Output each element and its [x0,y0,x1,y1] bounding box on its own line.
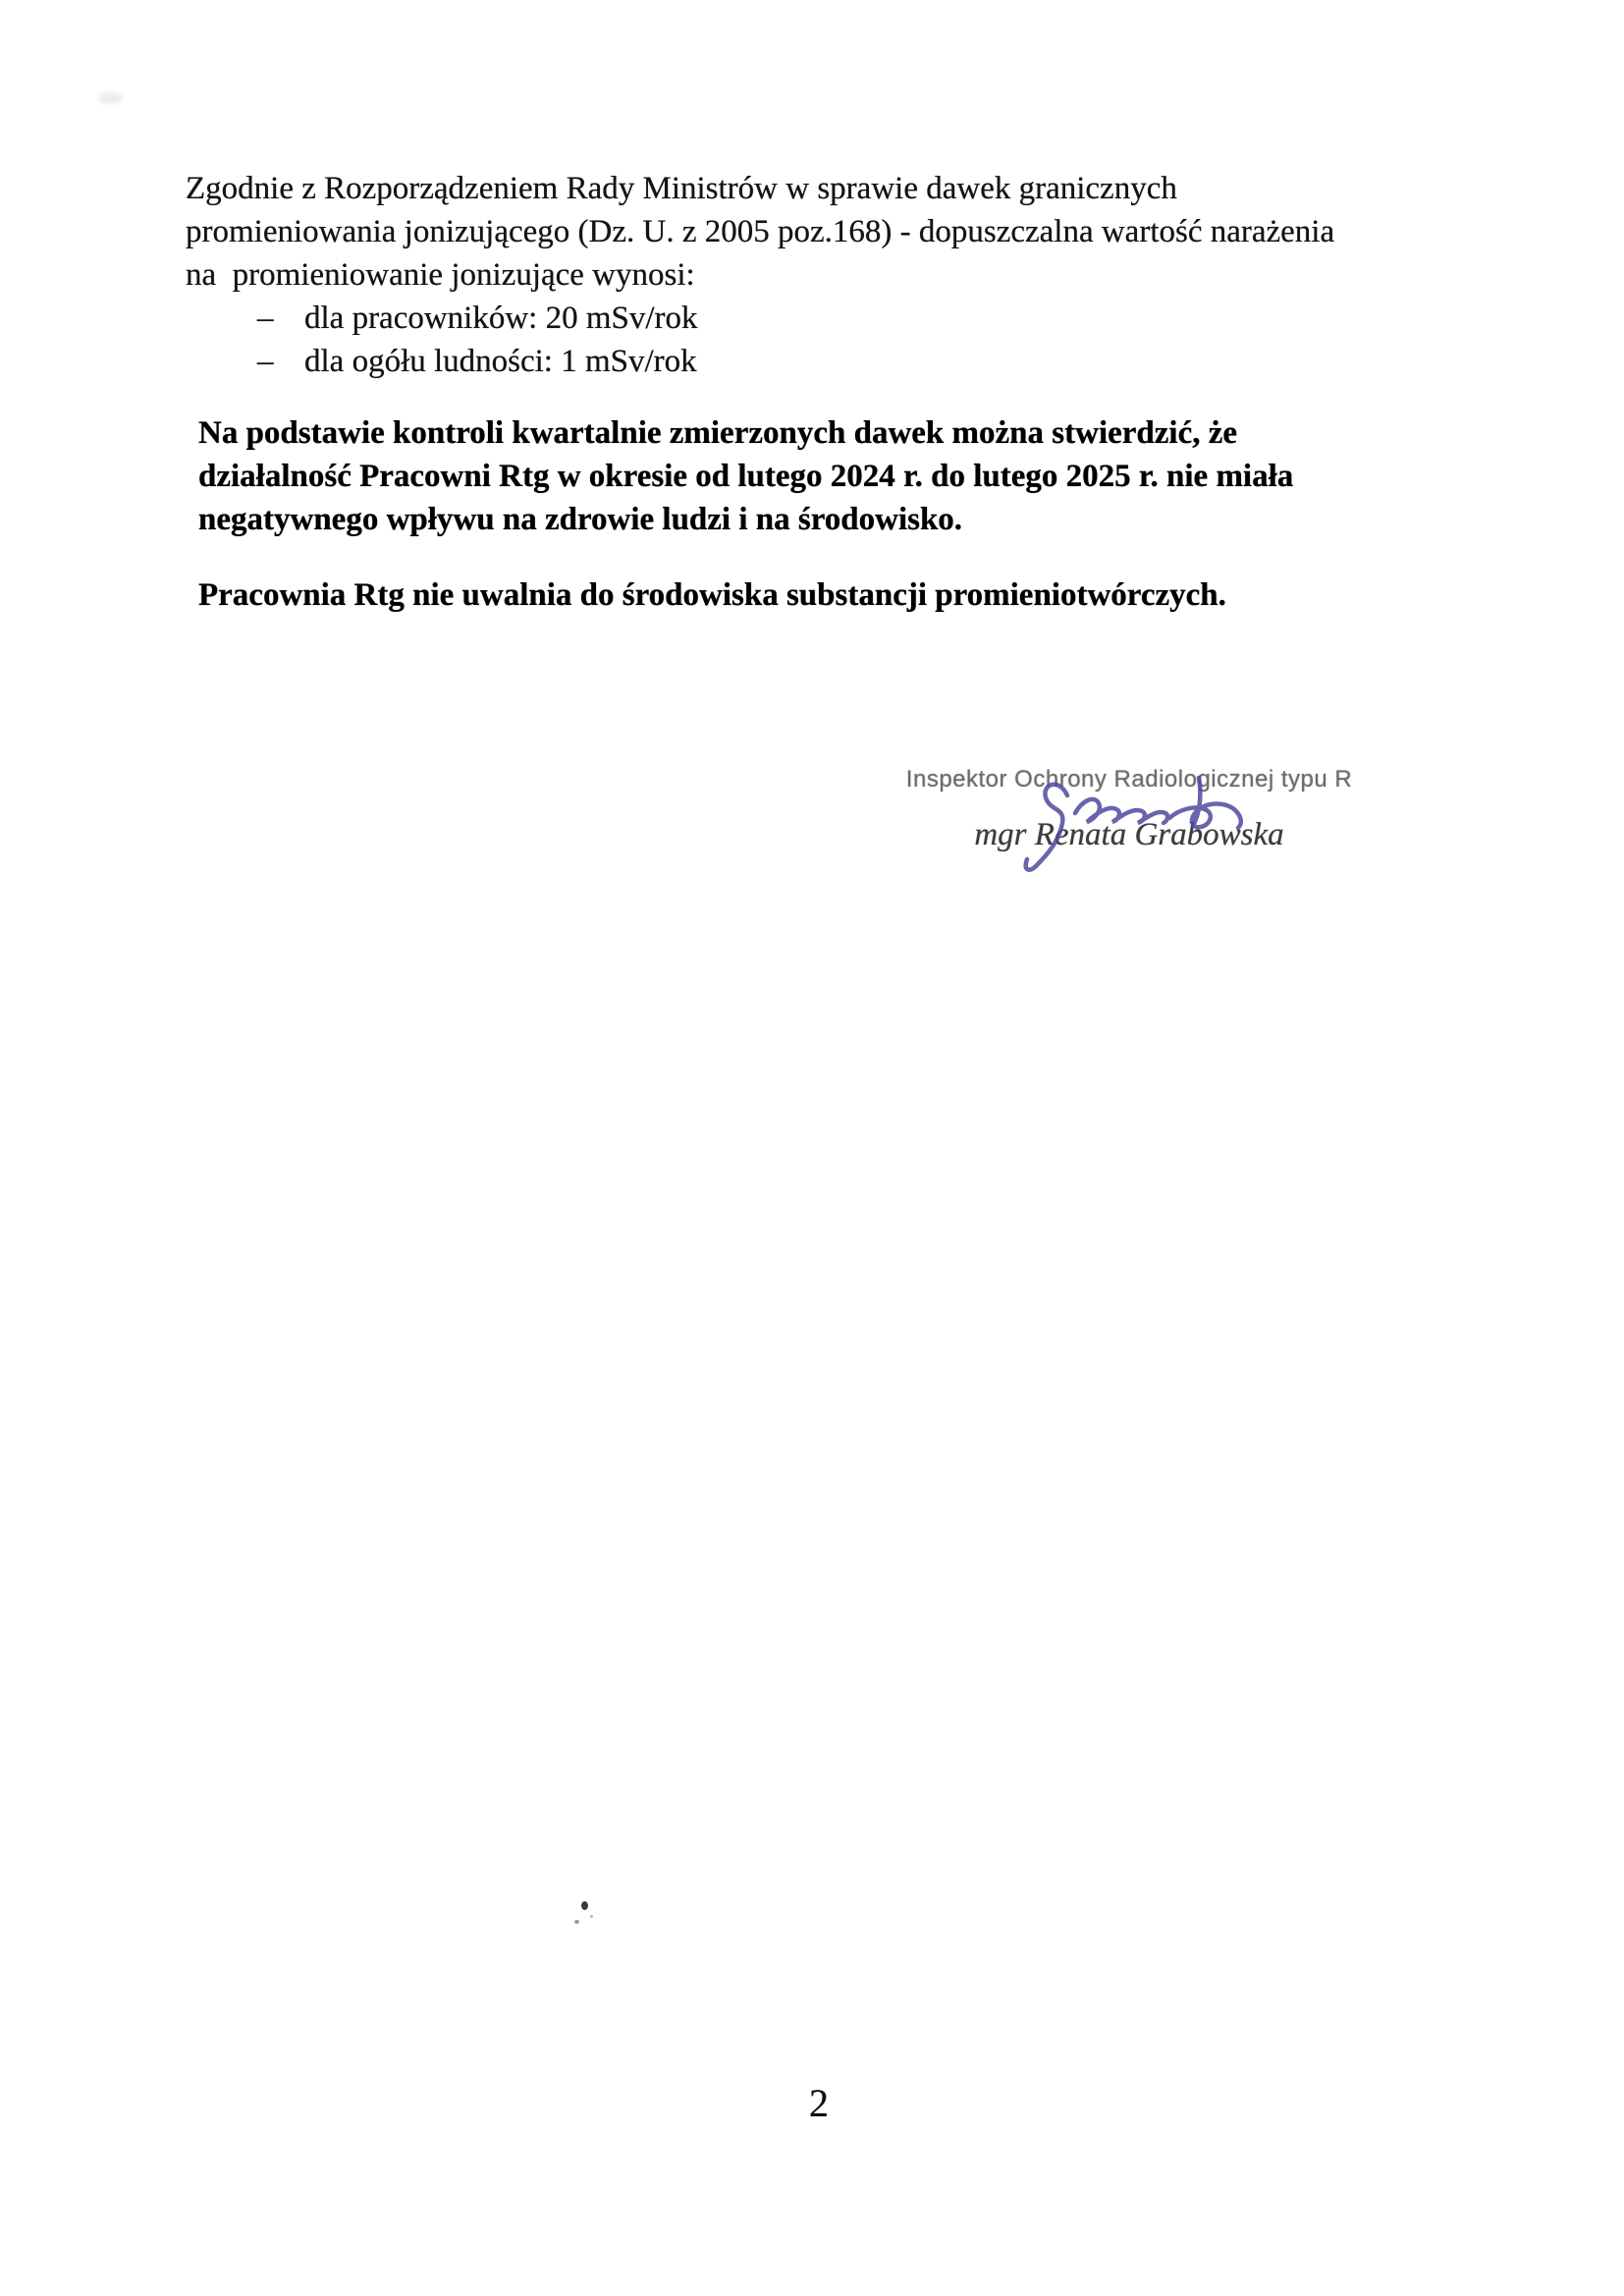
inspector-stamp-title: Inspektor Ochrony Radiologicznej typu R [905,766,1353,793]
dose-limit-item [257,297,1521,340]
scan-smudge [98,92,124,104]
dose-limit-text: dla ogółu ludności: 1 mSv/rok [304,344,697,379]
intro-paragraph [186,167,1521,383]
ink-speck [574,1920,579,1924]
dash-bullet: – [257,344,274,379]
statement-paragraph [198,574,1553,617]
dose-limit-item [257,340,1521,383]
conclusion-line: negatywnego wpływu na zdrowie ludzi i na środowisko. [198,502,963,537]
ink-speck [590,1915,593,1918]
dose-limit-text: dla pracowników: 20 mSv/rok [304,301,698,336]
intro-line: Zgodnie z Rozporządzeniem Rady Ministrów w sprawie dawek granicznych [186,171,1177,206]
dose-limit-list [186,297,1521,383]
statement-line: Pracownia Rtg nie uwalnia do środowiska substancji promieniotwórczych. [198,577,1226,613]
conclusion-line: działalność Pracowni Rtg w okresie od lutego 2024 r. do lutego 2025 r. nie miała [198,459,1294,494]
intro-line: na promieniowanie jonizujące wynosi: [186,257,695,293]
ink-speck [581,1901,588,1910]
conclusion-paragraph [198,411,1553,541]
intro-line: promieniowania jonizującego (Dz. U. z 2005 poz.168) - dopuszczalna wartość narażenia [186,214,1335,249]
handwritten-signature-ink [1006,764,1272,877]
conclusion-line: Na podstawie kontroli kwartalnie zmierzonych dawek można stwierdzić, że [198,415,1238,451]
page-number: 2 [809,2081,829,2125]
signer-name: mgr Renata Grabowska [974,817,1284,852]
dash-bullet: – [257,301,274,336]
